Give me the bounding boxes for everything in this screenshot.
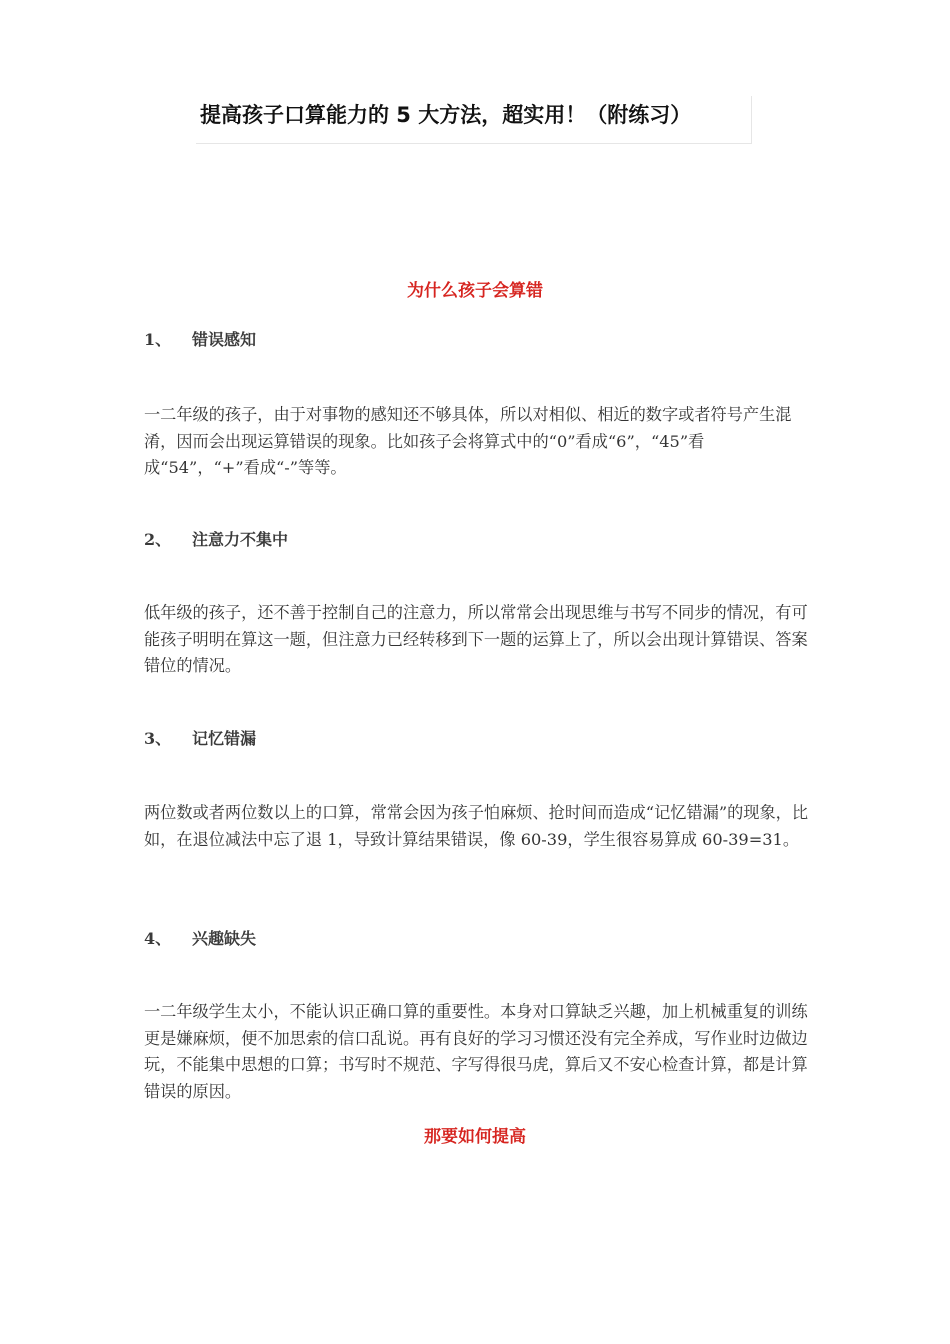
item-heading-label-2: 注意力不集中 xyxy=(192,530,289,549)
item-body-3: 两位数或者两位数以上的口算，常常会因为孩子怕麻烦、抢时间而造成“记忆错漏”的现象，比如，在退位减法中忘了退 1，导致计算结果错误，像 60-39，学生很容易算成 60-39=31。 xyxy=(144,803,809,849)
item-heading-label-3: 记忆错漏 xyxy=(192,729,257,748)
document-title: 提高孩子口算能力的 5 大方法，超实用！（附练习） xyxy=(200,103,692,127)
title-box xyxy=(196,96,752,144)
item-body-4: 一二年级学生太小，不能认识正确口算的重要性。本身对口算缺乏兴趣，加上机械重复的训练更是嫌麻烦，便不加思索的信口乱说。再有良好的学习习惯还没有完全养成，写作业时边做边玩，不能集中思想的口算；书写时不规范、字写得很马虎，算后又不安心检查计算，都是计算错误的原因。 xyxy=(144,1002,808,1101)
item-number-2: 2、 xyxy=(144,530,172,549)
item-body-2: 低年级的孩子，还不善于控制自己的注意力，所以常常会出现思维与书写不同步的情况，有可能孩子明明在算这一题，但注意力已经转移到下一题的运算上了，所以会出现计算错误、答案错位的情况。 xyxy=(144,603,808,675)
item-heading-3 xyxy=(144,728,256,750)
item-heading-2 xyxy=(144,529,288,551)
item-number-1: 1、 xyxy=(144,330,172,349)
item-number-4: 4、 xyxy=(144,929,172,948)
section-title-why-errors: 为什么孩子会算错 xyxy=(407,281,543,301)
item-heading-label-4: 兴趣缺失 xyxy=(192,929,257,948)
item-number-3: 3、 xyxy=(144,729,172,748)
item-heading-4 xyxy=(144,928,256,950)
item-heading-label-1: 错误感知 xyxy=(192,330,257,349)
section-title-how-to-improve: 那要如何提高 xyxy=(424,1127,526,1147)
item-body-1: 一二年级的孩子，由于对事物的感知还不够具体，所以对相似、相近的数字或者符号产生混淆，因而会出现运算错误的现象。比如孩子会将算式中的“0”看成“6”，“45”看成“54”，“+”看成“-”等等。 xyxy=(144,405,792,477)
item-heading-1 xyxy=(144,329,256,351)
